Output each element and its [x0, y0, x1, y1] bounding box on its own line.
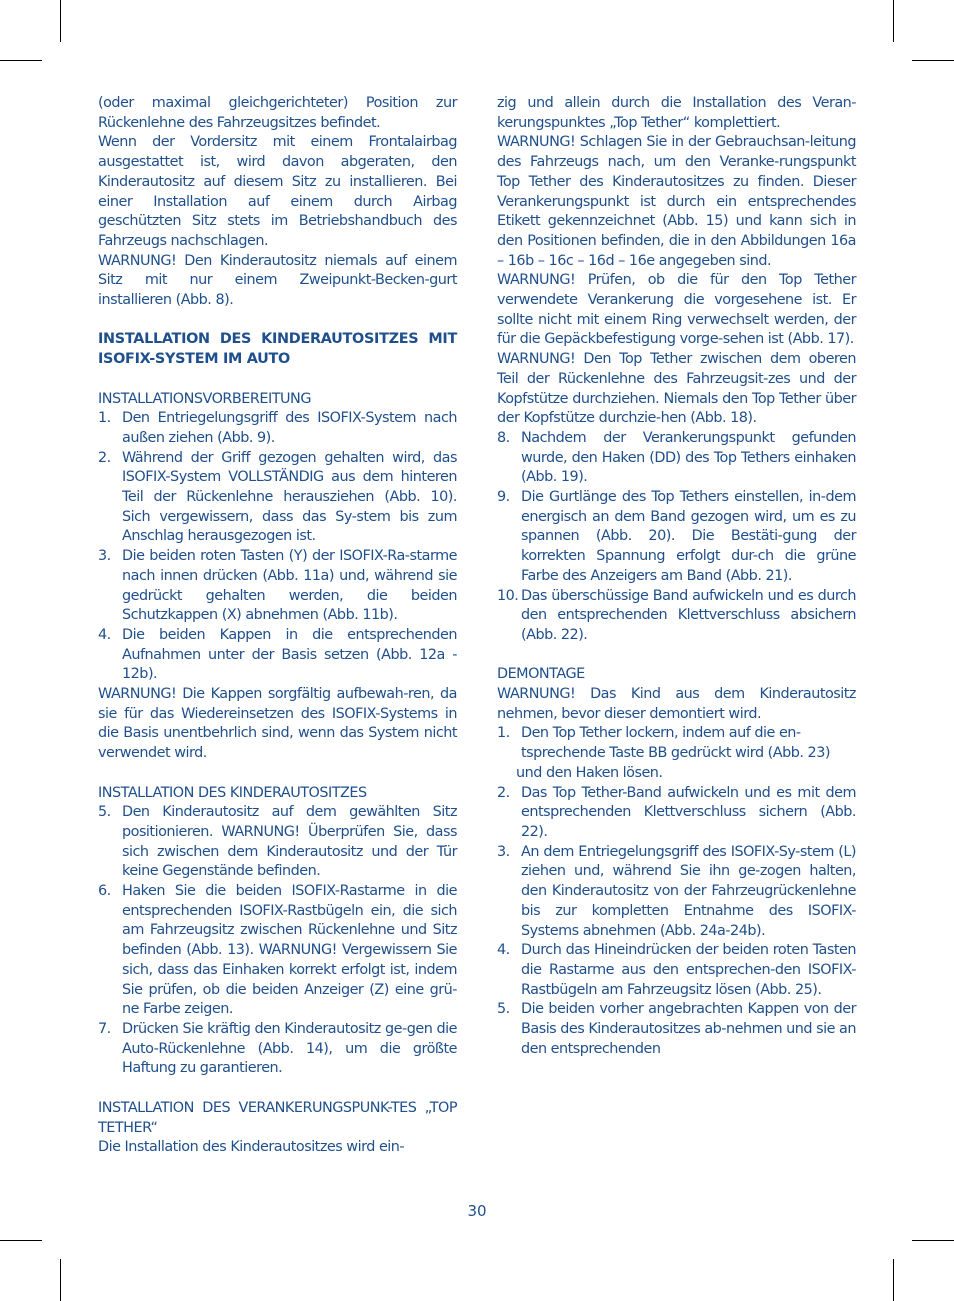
list-item: 5. Den Kinderautositz auf dem gewählten Sitz positionieren. WARNUNG! Überprüfen Sie, dass sich zwischen dem Kinderautositz und der Tür keine Gegenstände befinden. [98, 804, 457, 880]
crop-mark [0, 60, 42, 61]
instruction-list [497, 429, 856, 646]
page-number: 30 [467, 1202, 487, 1220]
instruction-list [497, 724, 856, 763]
instruction-list [98, 409, 457, 685]
instruction-list [98, 803, 457, 1079]
warning-paragraph: WARNUNG! Schlagen Sie in der Gebrauchsan-leitung des Fahrzeugs nach, um den Veranke-rungspunkt Top Tether des Kinderautositzes zu finden. Dieser Verankerungspunkt ist durch ein entsprechendes Etikett gekennzeichnet (Abb. 15) und kann sich in den Positionen befinden, die in den Abbildungen 16a – 16b – 16c – 16d – 16e angegeben sind. [497, 134, 856, 269]
warning-paragraph: WARNUNG! Die Kappen sorgfältig aufbewah-ren, da sie für das Wiedereinsetzen des ISOFIX-Systems in die Basis unentbehrlich sind, wenn das System nicht verwendet wird. [98, 686, 457, 762]
section-heading: INSTALLATION DES KINDERAUTOSITZES MIT ISOFIX-SYSTEM IM AUTO [98, 331, 457, 368]
subsection-title: DEMONTAGE [497, 666, 585, 683]
subsection-title: INSTALLATIONSVORBEREITUNG [98, 390, 311, 407]
list-item: 8. Nachdem der Verankerungspunkt gefunden wurde, den Haken (DD) des Top Tethers einhaken (Abb. 19). [497, 429, 856, 486]
list-item: 9. Die Gurtlänge des Top Tethers einstellen, in-dem energisch an dem Band gezogen wird, um es zu spannen (Abb. 20). Die Bestäti-gung der korrekten Spannung erfolgt dur-ch die grüne Farbe des Anzeigers am Band (Abb. 21). [497, 489, 856, 584]
list-item: 2. Das Top Tether-Band aufwickeln und es mit dem entsprechenden Klettverschluss sichern (Abb. 22). [497, 784, 856, 840]
list-item: 1. Den Entriegelungsgriff des ISOFIX-System nach außen ziehen (Abb. 9). [98, 410, 457, 446]
list-item: 7. Drücken Sie kräftig den Kinderautositz ge-gen die Auto-Rückenlehne (Abb. 14), um die größte Haftung zu garantieren. [98, 1021, 457, 1077]
list-item: 6. Haken Sie die beiden ISOFIX-Rastarme in die entsprechenden ISOFIX-Rastbügeln ein, die sich am Fahrzeugsitz zwischen Rückenlehne und Sitz befinden (Abb. 13). WARNUNG! Vergewissern Sie sich, dass das Einhaken korrekt erfolgt ist, indem Sie prüfen, ob die beiden Anzeiger (Z) eine grü-ne Farbe zeigen. [98, 883, 457, 1018]
crop-mark [0, 1240, 42, 1241]
crop-mark [912, 60, 954, 61]
list-item: 10. Das überschüssige Band aufwickeln und es durch den entsprechenden Klettverschluss absichern (Abb. 22). [497, 587, 856, 643]
warning-paragraph: WARNUNG! Das Kind aus dem Kinderautositz nehmen, bevor dieser demontiert wird. [497, 686, 856, 722]
crop-mark [912, 1240, 954, 1241]
list-item: 1. Den Top Tether lockern, indem auf die en-tsprechende Taste BB gedrückt wird (Abb. 23) [497, 725, 830, 762]
crop-mark [893, 1259, 894, 1301]
list-item: 5. Die beiden vorher angebrachten Kappen von der Basis des Kinderautositzes ab-nehmen und sie an den entsprechenden [497, 1001, 856, 1057]
warning-paragraph: WARNUNG! Den Kinderautositz niemals auf einem Sitz mit nur einem Zweipunkt-Becken-gurt installieren (Abb. 8). [98, 252, 457, 309]
paragraph: (oder maximal gleichgerichteter) Position zur Rückenlehne des Fahrzeugsitzes befindet. [98, 95, 457, 131]
warning-paragraph: WARNUNG! Den Top Tether zwischen dem oberen Teil der Rückenlehne des Fahrzeugsit-zes und der Kopfstütze durchziehen. Niemals den Top Tether über der Kopfstütze durchzie-hen (Abb. 18). [497, 351, 856, 427]
instruction-list [497, 784, 856, 1060]
list-item: 3. An dem Entriegelungsgriff des ISOFIX-Sy-stem (L) ziehen und, während Sie ihn ge-zogen halten, den Kinderautositz von der Fahrzeugrückenlehne bis zur kompletten Entnahme des ISOFIX-Systems abnehmen (Abb. 24a-24b). [497, 843, 856, 939]
list-item: 2. Während der Griff gezogen gehalten wird, das ISOFIX-System VOLLSTÄNDIG aus dem hinteren Teil der Rückenlehne herausziehen (Abb. 10). Sich vergewissern, dass das Sy-stem bis zum Anschlag herausgezogen ist. [98, 449, 457, 545]
paragraph: Wenn der Vordersitz mit einem Frontalairbag ausgestattet ist, wird davon abgeraten, den Kinderautositz auf diesem Sitz zu installieren. Bei einer Installation auf einem durch Airbag geschützten Sitz stets im Betriebshandbuch des Fahrzeugs nachschlagen. [98, 134, 457, 249]
paragraph: zig und allein durch die Installation des Veran-kerungspunktes „Top Tether“ komplettiert. [497, 95, 856, 131]
right-column [497, 94, 856, 1059]
crop-mark [60, 1259, 61, 1301]
list-item: 4. Durch das Hineindrücken der beiden roten Tasten die Rastarme aus den entsprechen-den ISOFIX-Rastbügeln am Fahrzeugsitz lösen (Abb. 25). [497, 942, 856, 998]
subsection-title: INSTALLATION DES VERANKERUNGSPUNK-TES „TOP TETHER“ [98, 1099, 457, 1136]
list-item: 3. Die beiden roten Tasten (Y) der ISOFIX-Ra-starme nach innen drücken (Abb. 11a) und, während sie gedrückt gehalten werden, die beiden Schutzkappen (X) abnehmen (Abb. 11b). [98, 548, 457, 624]
paragraph: Die Installation des Kinderautositzes wird ein- [98, 1139, 405, 1156]
warning-paragraph: WARNUNG! Prüfen, ob die für den Top Tether verwendete Verankerung die vorgesehene ist. Er sollte nicht mit einem Ring verwechselt werden, der für die Gepäckbefestigung vorge-sehen ist (Abb. 17). [497, 272, 856, 348]
crop-mark [60, 0, 61, 42]
left-column [98, 94, 457, 1158]
list-item: 4. Die beiden Kappen in die entsprechenden Aufnahmen unter der Basis setzen (Abb. 12a - 12b). [98, 626, 457, 683]
list-item-continuation: und den Haken lösen. [516, 764, 663, 781]
subsection-title: INSTALLATION DES KINDERAUTOSITZES [98, 784, 367, 801]
crop-mark [893, 0, 894, 42]
